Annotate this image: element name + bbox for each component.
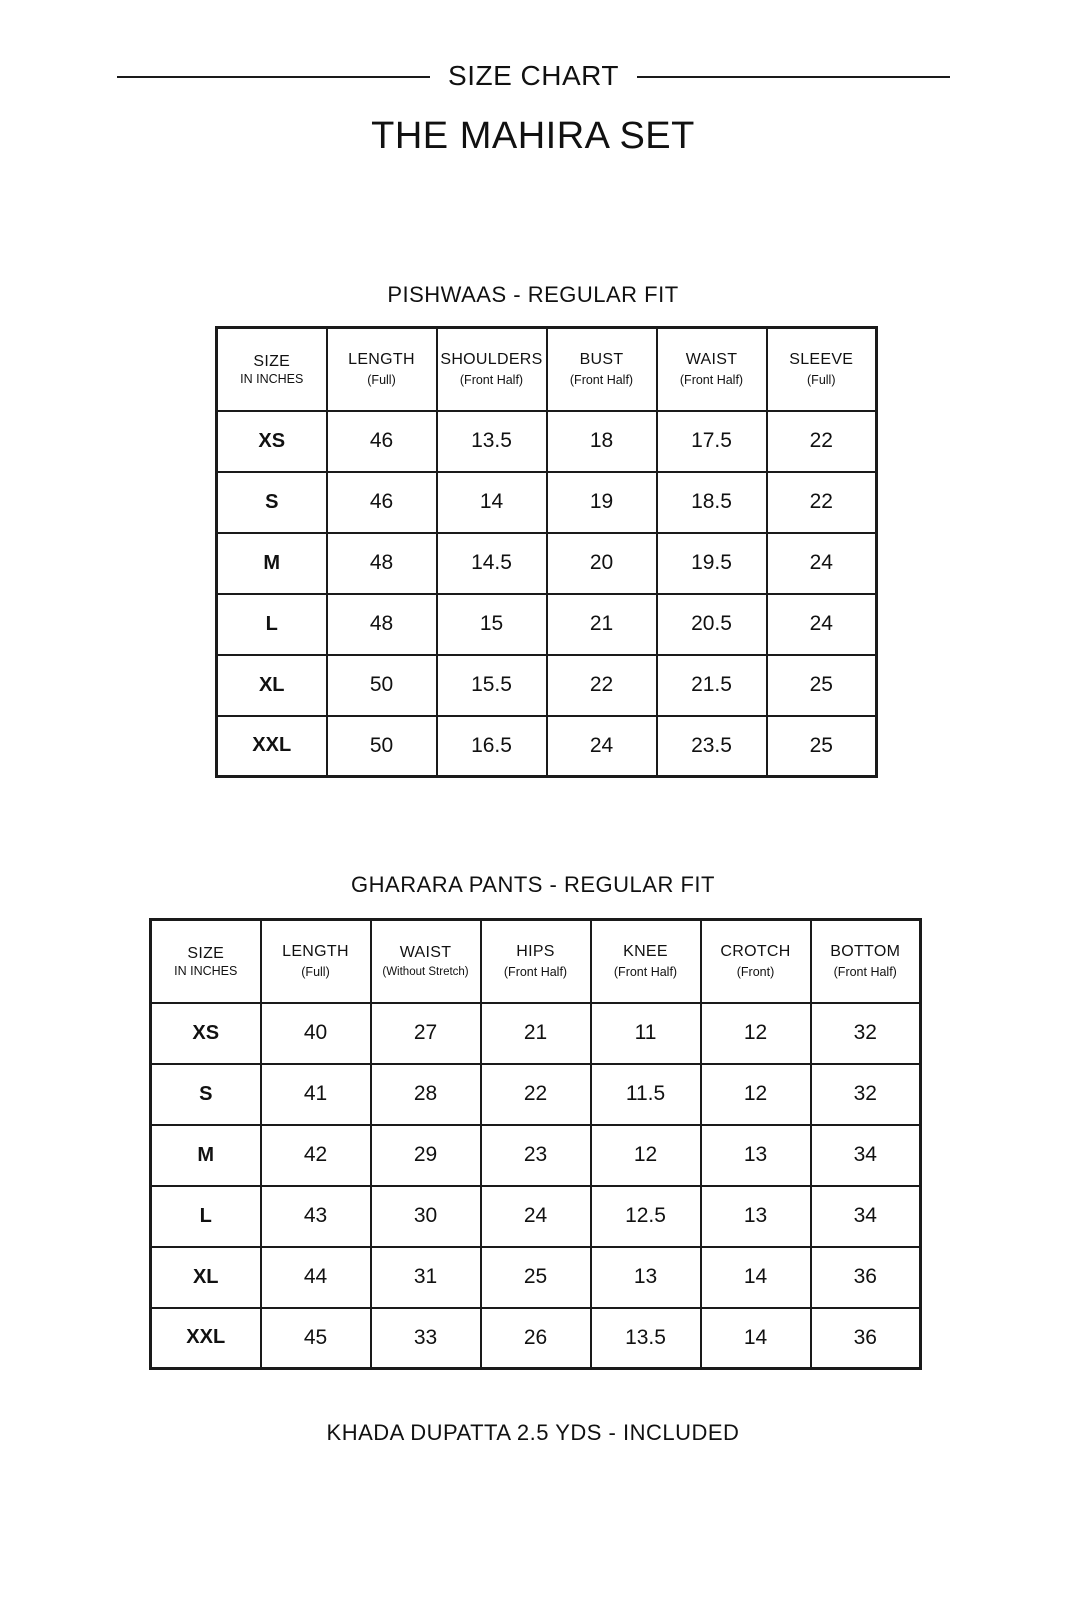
gharara-size-table: [149, 918, 922, 1370]
column-header-label: LENGTH: [282, 943, 349, 961]
column-header-label: WAIST: [685, 351, 738, 369]
value-cell: 50: [327, 655, 437, 716]
value-cell: 11.5: [591, 1064, 701, 1125]
value-cell: 26: [481, 1308, 591, 1369]
shoulders-column-header: [437, 328, 547, 411]
value-cell: 16.5: [437, 716, 547, 777]
value-cell: 32: [811, 1064, 921, 1125]
value-cell: 23.5: [657, 716, 767, 777]
sleeve-column-header: [767, 328, 877, 411]
value-cell: 25: [767, 655, 877, 716]
length-column-header: [327, 328, 437, 411]
value-cell: 27: [371, 1003, 481, 1064]
value-cell: 34: [811, 1186, 921, 1247]
hips-column-header: [481, 920, 591, 1003]
column-header-label: HIPS: [516, 943, 555, 961]
value-cell: 14: [701, 1247, 811, 1308]
value-cell: 36: [811, 1308, 921, 1369]
pishwaas-header-row: [217, 328, 877, 411]
value-cell: 21: [481, 1003, 591, 1064]
value-cell: 40: [261, 1003, 371, 1064]
bottom-column-header: [811, 920, 921, 1003]
column-header-label: LENGTH: [348, 351, 415, 369]
value-cell: 13: [701, 1186, 811, 1247]
value-cell: 19.5: [657, 533, 767, 594]
value-cell: 13.5: [437, 411, 547, 472]
value-cell: 43: [261, 1186, 371, 1247]
value-cell: 25: [481, 1247, 591, 1308]
size-cell: L: [151, 1186, 261, 1247]
column-header-note: (Full): [807, 373, 836, 388]
size-cell: XL: [217, 655, 327, 716]
value-cell: 22: [547, 655, 657, 716]
value-cell: 18: [547, 411, 657, 472]
column-header-note: (Front Half): [503, 965, 568, 980]
value-cell: 29: [371, 1125, 481, 1186]
bust-column-header: [547, 328, 657, 411]
page-title: THE MAHIRA SET: [371, 115, 695, 157]
value-cell: 30: [371, 1186, 481, 1247]
size-cell: M: [151, 1125, 261, 1186]
value-cell: 48: [327, 594, 437, 655]
value-cell: 20: [547, 533, 657, 594]
value-cell: 32: [811, 1003, 921, 1064]
value-cell: 22: [767, 472, 877, 533]
value-cell: 42: [261, 1125, 371, 1186]
value-cell: 14: [701, 1308, 811, 1369]
value-cell: 18.5: [657, 472, 767, 533]
value-cell: 34: [811, 1125, 921, 1186]
value-cell: 15.5: [437, 655, 547, 716]
value-cell: 12: [701, 1003, 811, 1064]
value-cell: 24: [767, 594, 877, 655]
size-cell: XS: [217, 411, 327, 472]
value-cell: 12.5: [591, 1186, 701, 1247]
value-cell: 50: [327, 716, 437, 777]
dupatta-note: KHADA DUPATTA 2.5 YDS - INCLUDED: [326, 1420, 740, 1445]
column-header-label: SIZE: [187, 944, 225, 962]
table-row: [151, 1125, 921, 1186]
value-cell: 36: [811, 1247, 921, 1308]
value-cell: 15: [437, 594, 547, 655]
size-cell: L: [217, 594, 327, 655]
column-header-note: (Full): [301, 965, 330, 980]
table-row: [217, 655, 877, 716]
table-row: [217, 533, 877, 594]
value-cell: 46: [327, 411, 437, 472]
table-row: [217, 411, 877, 472]
table-row: [151, 1186, 921, 1247]
column-header-note: (Front Half): [833, 965, 897, 980]
value-cell: 21.5: [657, 655, 767, 716]
table-row: [151, 1308, 921, 1369]
value-cell: 33: [371, 1308, 481, 1369]
gharara-header-row: [151, 920, 921, 1003]
column-header-note: IN INCHES: [174, 963, 238, 978]
value-cell: 20.5: [657, 594, 767, 655]
value-cell: 17.5: [657, 411, 767, 472]
size-column-header: [151, 920, 261, 1003]
column-header-note: (Front Half): [613, 965, 678, 980]
value-cell: 24: [481, 1186, 591, 1247]
table-row: [217, 472, 877, 533]
value-cell: 12: [591, 1125, 701, 1186]
value-cell: 44: [261, 1247, 371, 1308]
column-header-note: (Front Half): [679, 373, 744, 388]
size-cell: M: [217, 533, 327, 594]
column-header-label: CROTCH: [720, 943, 791, 961]
size-cell: S: [151, 1064, 261, 1125]
knee-column-header: [591, 920, 701, 1003]
size-cell: XL: [151, 1247, 261, 1308]
value-cell: 23: [481, 1125, 591, 1186]
size-column-header: [217, 328, 327, 411]
column-header-label: SLEEVE: [789, 351, 854, 369]
size-cell: S: [217, 472, 327, 533]
value-cell: 48: [327, 533, 437, 594]
value-cell: 12: [701, 1064, 811, 1125]
value-cell: 24: [767, 533, 877, 594]
value-cell: 22: [767, 411, 877, 472]
value-cell: 41: [261, 1064, 371, 1125]
value-cell: 14.5: [437, 533, 547, 594]
size-cell: XS: [151, 1003, 261, 1064]
table-row: [151, 1003, 921, 1064]
waist-column-header: [371, 920, 481, 1003]
value-cell: 11: [591, 1003, 701, 1064]
value-cell: 21: [547, 594, 657, 655]
value-cell: 13.5: [591, 1308, 701, 1369]
value-cell: 28: [371, 1064, 481, 1125]
table-row: [217, 594, 877, 655]
pishwaas-size-table: [215, 326, 878, 778]
column-header-label: SHOULDERS: [440, 351, 543, 369]
column-header-label: BUST: [579, 351, 624, 369]
value-cell: 45: [261, 1308, 371, 1369]
value-cell: 14: [437, 472, 547, 533]
value-cell: 19: [547, 472, 657, 533]
value-cell: 31: [371, 1247, 481, 1308]
column-header-label: BOTTOM: [830, 943, 901, 961]
column-header-note: (Front Half): [569, 373, 634, 388]
size-cell: XXL: [151, 1308, 261, 1369]
crotch-column-header: [701, 920, 811, 1003]
table-row: [217, 716, 877, 777]
column-header-note: (Without Stretch): [382, 966, 469, 979]
table-row: [151, 1247, 921, 1308]
pishwaas-table-title: PISHWAAS - REGULAR FIT: [387, 282, 679, 307]
value-cell: 24: [547, 716, 657, 777]
size-chart-label: SIZE CHART: [448, 60, 619, 91]
header-rule-left: [117, 76, 430, 78]
column-header-note: (Full): [367, 373, 396, 388]
size-cell: XXL: [217, 716, 327, 777]
waist-column-header: [657, 328, 767, 411]
value-cell: 22: [481, 1064, 591, 1125]
column-header-label: WAIST: [399, 944, 452, 962]
length-column-header: [261, 920, 371, 1003]
value-cell: 46: [327, 472, 437, 533]
column-header-note: (Front Half): [459, 373, 524, 388]
column-header-label: SIZE: [253, 352, 291, 370]
header-rule-right: [637, 76, 950, 78]
column-header-note: IN INCHES: [240, 371, 304, 386]
value-cell: 13: [701, 1125, 811, 1186]
column-header-note: (Front): [736, 965, 775, 980]
value-cell: 25: [767, 716, 877, 777]
value-cell: 13: [591, 1247, 701, 1308]
column-header-label: KNEE: [623, 943, 668, 961]
table-row: [151, 1064, 921, 1125]
gharara-table-title: GHARARA PANTS - REGULAR FIT: [351, 872, 715, 897]
